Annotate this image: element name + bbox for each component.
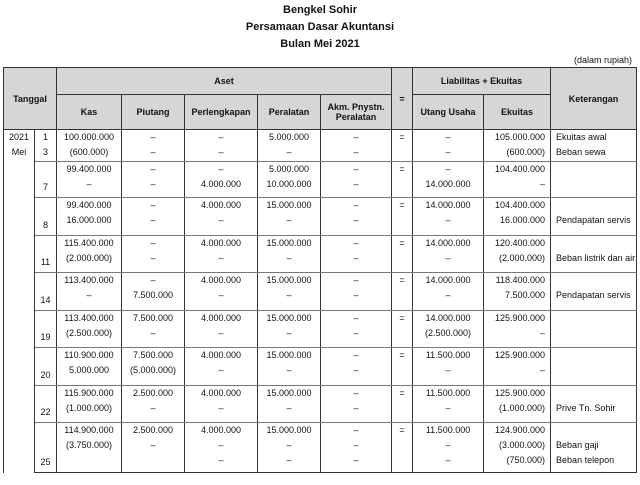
equals-sign: =	[399, 313, 405, 323]
equals-cell	[392, 273, 413, 311]
ekuitas-value: 16.000.000	[500, 215, 546, 225]
perlengkapan-cell	[185, 198, 258, 236]
header-keterangan: Keterangan	[551, 68, 637, 130]
kas-value: –	[86, 179, 92, 189]
table-row	[4, 423, 637, 473]
table-row	[4, 162, 637, 198]
kas-value: 99.400.000	[66, 200, 112, 210]
utang-value: –	[445, 455, 451, 465]
month-label: Mei	[11, 147, 27, 157]
piutang-value: 2.500.000	[132, 388, 174, 398]
table-row	[4, 130, 637, 162]
ket-value	[556, 162, 631, 177]
peralatan-value: 10.000.000	[266, 179, 312, 189]
piutang-cell	[122, 273, 185, 311]
day-cell	[35, 198, 57, 236]
kas-cell	[57, 273, 122, 311]
piutang-value: 7.500.000	[132, 313, 174, 323]
perlengkapan-cell	[185, 236, 258, 273]
year-label: 2021	[9, 132, 30, 142]
company-name: Bengkel Sohir	[283, 4, 357, 16]
perlengkapan-value: 4.000.000	[200, 200, 242, 210]
akm-value: –	[353, 328, 359, 338]
peralatan-cell	[258, 311, 321, 348]
ket-cell	[551, 162, 637, 198]
peralatan-value: 15.000.000	[266, 313, 312, 323]
peralatan-value: –	[286, 440, 292, 450]
kas-value: 5.000.000	[68, 365, 110, 375]
ket-value	[556, 423, 631, 438]
ket-value	[556, 386, 631, 401]
kas-cell	[57, 162, 122, 198]
ket-cell	[551, 348, 637, 386]
day-cell	[35, 348, 57, 386]
equals-cell	[392, 198, 413, 236]
piutang-cell	[122, 423, 185, 473]
equals-sign: =	[399, 164, 405, 174]
ekuitas-value: 125.900.000	[494, 350, 546, 360]
ekuitas-value: 120.400.000	[494, 238, 546, 248]
kas-value: –	[86, 290, 92, 300]
peralatan-value: 5.000.000	[268, 132, 310, 142]
piutang-cell	[122, 130, 185, 162]
header-peralatan: Peralatan	[258, 95, 321, 130]
unit-note: (dalam rupiah)	[573, 55, 632, 65]
perlengkapan-value: –	[218, 215, 224, 225]
akm-cell	[321, 198, 392, 236]
ekuitas-value: 125.900.000	[494, 388, 546, 398]
day-label: 8	[42, 220, 48, 230]
perlengkapan-cell	[185, 273, 258, 311]
equals-cell	[392, 130, 413, 162]
akm-cell	[321, 311, 392, 348]
day-label: 14	[40, 295, 51, 305]
equals-cell	[392, 386, 413, 423]
ekuitas-value: 7.500.000	[505, 290, 546, 300]
kas-value: 110.900.000	[64, 350, 114, 360]
piutang-value: –	[150, 200, 156, 210]
ekuitas-value: (3.000.000)	[499, 440, 546, 450]
perlengkapan-value: 4.000.000	[200, 238, 242, 248]
peralatan-cell	[258, 236, 321, 273]
peralatan-cell	[258, 198, 321, 236]
utang-value: –	[445, 290, 451, 300]
piutang-value: –	[150, 215, 156, 225]
akm-cell	[321, 386, 392, 423]
day-label: 25	[40, 457, 51, 467]
peralatan-value: –	[286, 403, 292, 413]
utang-cell	[413, 386, 484, 423]
header-aset: Aset	[57, 68, 392, 95]
perlengkapan-value: 4.000.000	[200, 388, 242, 398]
header-kas: Kas	[57, 95, 122, 130]
ket-value: Beban listrik dan air	[556, 253, 636, 263]
utang-cell	[413, 423, 484, 473]
kas-cell	[57, 423, 122, 473]
day-cell	[35, 311, 57, 348]
equals-cell	[392, 423, 413, 473]
peralatan-value: –	[286, 365, 292, 375]
akm-value: –	[353, 313, 359, 323]
peralatan-value: 15.000.000	[266, 350, 312, 360]
day-label: 11	[40, 257, 51, 267]
kas-value: (3.750.000)	[65, 440, 113, 450]
equals-cell	[392, 162, 413, 198]
piutang-cell	[122, 311, 185, 348]
accounting-equation-table	[3, 67, 637, 473]
table-row	[4, 386, 637, 423]
utang-value: 14.000.000	[425, 313, 471, 323]
utang-value: 11.500.000	[425, 388, 471, 398]
ekuitas-value: (2.000.000)	[499, 253, 546, 263]
day-cell	[35, 130, 57, 162]
header-akm-line2: Peralatan	[335, 112, 377, 122]
ket-value	[556, 311, 631, 326]
ekuitas-cell	[484, 311, 551, 348]
perlengkapan-value: –	[218, 403, 224, 413]
ekuitas-value: (1.000.000)	[499, 403, 546, 413]
utang-value: 14.000.000	[425, 200, 471, 210]
utang-cell	[413, 236, 484, 273]
ket-cell	[551, 423, 637, 473]
table-row	[4, 311, 637, 348]
kas-cell	[57, 236, 122, 273]
ekuitas-cell	[484, 236, 551, 273]
ket-cell	[551, 273, 637, 311]
equals-cell	[392, 311, 413, 348]
utang-cell	[413, 273, 484, 311]
peralatan-cell	[258, 348, 321, 386]
ket-value	[556, 348, 631, 363]
perlengkapan-cell	[185, 311, 258, 348]
akm-cell	[321, 273, 392, 311]
utang-value: –	[445, 132, 451, 142]
akm-value: –	[353, 147, 359, 157]
perlengkapan-value: –	[218, 455, 224, 465]
perlengkapan-cell	[185, 348, 258, 386]
table-row	[4, 348, 637, 386]
peralatan-cell	[258, 130, 321, 162]
akm-cell	[321, 236, 392, 273]
peralatan-value: 15.000.000	[266, 425, 312, 435]
utang-value: –	[445, 164, 451, 174]
utang-value: –	[445, 147, 451, 157]
peralatan-cell	[258, 386, 321, 423]
equals-sign: =	[399, 275, 405, 285]
ket-cell	[551, 386, 637, 423]
peralatan-value: –	[286, 290, 292, 300]
peralatan-value: –	[286, 253, 292, 263]
peralatan-cell	[258, 162, 321, 198]
table-row	[4, 236, 637, 273]
header-akm-penyusutan	[321, 95, 392, 130]
header-liabilitas-ekuitas: Liabilitas + Ekuitas	[413, 68, 551, 95]
akm-value: –	[353, 403, 359, 413]
piutang-value: –	[150, 440, 156, 450]
ekuitas-value: 104.400.000	[494, 164, 546, 174]
piutang-cell	[122, 162, 185, 198]
kas-value	[62, 453, 116, 468]
utang-value: –	[445, 365, 451, 375]
piutang-value: –	[150, 328, 156, 338]
perlengkapan-value: 4.000.000	[200, 425, 242, 435]
akm-value: –	[353, 164, 359, 174]
perlengkapan-value: –	[218, 147, 224, 157]
ket-value: Beban gaji	[556, 440, 599, 450]
perlengkapan-value: 4.000.000	[200, 350, 242, 360]
ket-value: Prive Tn. Sohir	[556, 403, 616, 413]
piutang-value: –	[150, 132, 156, 142]
equals-sign: =	[399, 425, 405, 435]
equals-sign: =	[399, 200, 405, 210]
utang-cell	[413, 348, 484, 386]
ket-cell	[551, 130, 637, 162]
ket-cell	[551, 236, 637, 273]
akm-cell	[321, 130, 392, 162]
report-header	[0, 0, 640, 53]
ekuitas-cell	[484, 162, 551, 198]
day-label: 7	[42, 182, 48, 192]
akm-cell	[321, 348, 392, 386]
header-equals: =	[392, 68, 413, 130]
kas-cell	[57, 130, 122, 162]
piutang-cell	[122, 198, 185, 236]
ekuitas-cell	[484, 348, 551, 386]
ekuitas-value: 125.900.000	[494, 313, 546, 323]
report-title: Persamaan Dasar Akuntansi	[245, 21, 395, 33]
akm-cell	[321, 423, 392, 473]
ekuitas-value: –	[540, 365, 546, 375]
perlengkapan-value: –	[218, 290, 224, 300]
utang-value: –	[445, 403, 451, 413]
perlengkapan-value: –	[218, 365, 224, 375]
piutang-cell	[122, 386, 185, 423]
perlengkapan-value: –	[218, 253, 224, 263]
utang-value: –	[445, 440, 451, 450]
ekuitas-cell	[484, 130, 551, 162]
akm-value: –	[353, 455, 359, 465]
akm-value: –	[353, 253, 359, 263]
akm-value: –	[353, 179, 359, 189]
ket-value	[556, 236, 631, 251]
akm-value: –	[353, 440, 359, 450]
perlengkapan-value: –	[218, 132, 224, 142]
piutang-value: –	[150, 238, 156, 248]
peralatan-value: –	[286, 147, 292, 157]
ket-value	[556, 177, 631, 192]
header-utang-usaha: Utang Usaha	[413, 95, 484, 130]
utang-value: –	[445, 215, 451, 225]
akm-cell	[321, 162, 392, 198]
kas-cell	[57, 386, 122, 423]
ekuitas-cell	[484, 423, 551, 473]
header-piutang: Piutang	[122, 95, 185, 130]
utang-value: 14.000.000	[425, 238, 471, 248]
akm-value: –	[353, 200, 359, 210]
kas-value: 115.900.000	[64, 388, 114, 398]
peralatan-value: 15.000.000	[266, 275, 312, 285]
peralatan-value: 15.000.000	[266, 388, 312, 398]
utang-value: 11.500.000	[425, 350, 471, 360]
perlengkapan-value: –	[218, 328, 224, 338]
utang-cell	[413, 311, 484, 348]
day-cell	[35, 273, 57, 311]
kas-value: 114.900.000	[64, 425, 114, 435]
table-body	[4, 130, 637, 473]
day-label: 20	[40, 370, 51, 380]
ekuitas-value: 124.900.000	[494, 425, 546, 435]
perlengkapan-cell	[185, 423, 258, 473]
ekuitas-cell	[484, 273, 551, 311]
akm-value: –	[353, 365, 359, 375]
equals-sign: =	[399, 238, 405, 248]
peralatan-value: 15.000.000	[266, 200, 312, 210]
ekuitas-cell	[484, 198, 551, 236]
ekuitas-cell	[484, 386, 551, 423]
perlengkapan-cell	[185, 130, 258, 162]
header-tanggal: Tanggal	[4, 68, 57, 130]
perlengkapan-value: 4.000.000	[200, 179, 242, 189]
peralatan-value: 5.000.000	[268, 164, 310, 174]
piutang-value: –	[150, 147, 156, 157]
peralatan-value: –	[286, 455, 292, 465]
piutang-value: –	[150, 403, 156, 413]
piutang-value: –	[150, 164, 156, 174]
akm-value: –	[353, 275, 359, 285]
ekuitas-value: 104.400.000	[494, 200, 546, 210]
perlengkapan-value: 4.000.000	[200, 275, 242, 285]
peralatan-cell	[258, 273, 321, 311]
equals-sign: =	[399, 350, 405, 360]
day-label: 19	[40, 332, 51, 342]
utang-cell	[413, 162, 484, 198]
piutang-value: –	[150, 275, 156, 285]
piutang-cell	[122, 236, 185, 273]
year-month-cell	[4, 130, 35, 473]
day-label: 22	[40, 407, 51, 417]
akm-value: –	[353, 215, 359, 225]
kas-value: (1.000.000)	[65, 403, 113, 413]
piutang-value: –	[150, 179, 156, 189]
header-akm-line1: Akm. Pnystn.	[327, 102, 385, 112]
akm-value: –	[353, 238, 359, 248]
ket-value: Beban telepon	[556, 455, 615, 465]
piutang-value: –	[150, 253, 156, 263]
table-row	[4, 198, 637, 236]
utang-value: 14.000.000	[425, 179, 471, 189]
equals-sign: =	[399, 132, 405, 142]
table-row	[4, 273, 637, 311]
utang-value: 14.000.000	[425, 275, 471, 285]
peralatan-value: –	[286, 215, 292, 225]
utang-cell	[413, 130, 484, 162]
day-cell	[35, 423, 57, 473]
kas-value: 113.400.000	[64, 275, 114, 285]
akm-value: –	[353, 425, 359, 435]
header-ekuitas: Ekuitas	[484, 95, 551, 130]
ekuitas-value: –	[540, 328, 546, 338]
day-cell	[35, 162, 57, 198]
ket-value: Ekuitas awal	[556, 132, 607, 142]
piutang-value	[127, 453, 179, 468]
ket-value: Pendapatan servis	[556, 290, 631, 300]
ket-value: Beban sewa	[556, 147, 606, 157]
ket-value	[556, 326, 631, 341]
kas-value: 16.000.000	[66, 215, 112, 225]
kas-cell	[57, 311, 122, 348]
piutang-value: 2.500.000	[132, 425, 174, 435]
perlengkapan-cell	[185, 386, 258, 423]
ekuitas-value: 105.000.000	[494, 132, 546, 142]
report-period: Bulan Mei 2021	[280, 38, 360, 50]
peralatan-value: 15.000.000	[266, 238, 312, 248]
akm-value: –	[353, 388, 359, 398]
equals-sign: =	[399, 388, 405, 398]
kas-value: (600.000)	[69, 147, 109, 157]
ket-value	[556, 363, 631, 378]
piutang-value: 7.500.000	[132, 290, 174, 300]
perlengkapan-value: –	[218, 440, 224, 450]
day-cell	[35, 236, 57, 273]
ket-value	[556, 198, 631, 213]
ekuitas-value: –	[540, 179, 546, 189]
akm-value: –	[353, 132, 359, 142]
utang-value: –	[445, 253, 451, 263]
peralatan-value: –	[286, 328, 292, 338]
peralatan-cell	[258, 423, 321, 473]
ket-cell	[551, 311, 637, 348]
kas-value: 99.400.000	[66, 164, 112, 174]
perlengkapan-cell	[185, 162, 258, 198]
ket-cell	[551, 198, 637, 236]
perlengkapan-value: –	[218, 164, 224, 174]
ekuitas-value: (750.000)	[506, 455, 546, 465]
kas-value: (2.000.000)	[65, 253, 113, 263]
day-label: 3	[42, 147, 48, 157]
akm-value: –	[353, 290, 359, 300]
utang-value: (2.500.000)	[425, 328, 472, 338]
kas-cell	[57, 198, 122, 236]
ekuitas-value: 118.400.000	[495, 275, 546, 285]
piutang-value: (5.000.000)	[129, 365, 177, 375]
day-label: 1	[42, 132, 48, 142]
akm-value: –	[353, 350, 359, 360]
kas-value: 115.400.000	[64, 238, 114, 248]
day-cell	[35, 386, 57, 423]
kas-value: (2.500.000)	[65, 328, 113, 338]
utang-value: 11.500.000	[425, 425, 471, 435]
equals-cell	[392, 348, 413, 386]
piutang-cell	[122, 348, 185, 386]
ekuitas-value: (600.000)	[506, 147, 546, 157]
utang-cell	[413, 198, 484, 236]
ket-value: Pendapatan servis	[556, 215, 631, 225]
header-perlengkapan: Perlengkapan	[185, 95, 258, 130]
ket-value	[556, 273, 631, 288]
kas-value: 113.400.000	[64, 313, 114, 323]
equals-cell	[392, 236, 413, 273]
kas-cell	[57, 348, 122, 386]
kas-value: 100.000.000	[63, 132, 115, 142]
perlengkapan-value: 4.000.000	[200, 313, 242, 323]
piutang-value: 7.500.000	[132, 350, 174, 360]
